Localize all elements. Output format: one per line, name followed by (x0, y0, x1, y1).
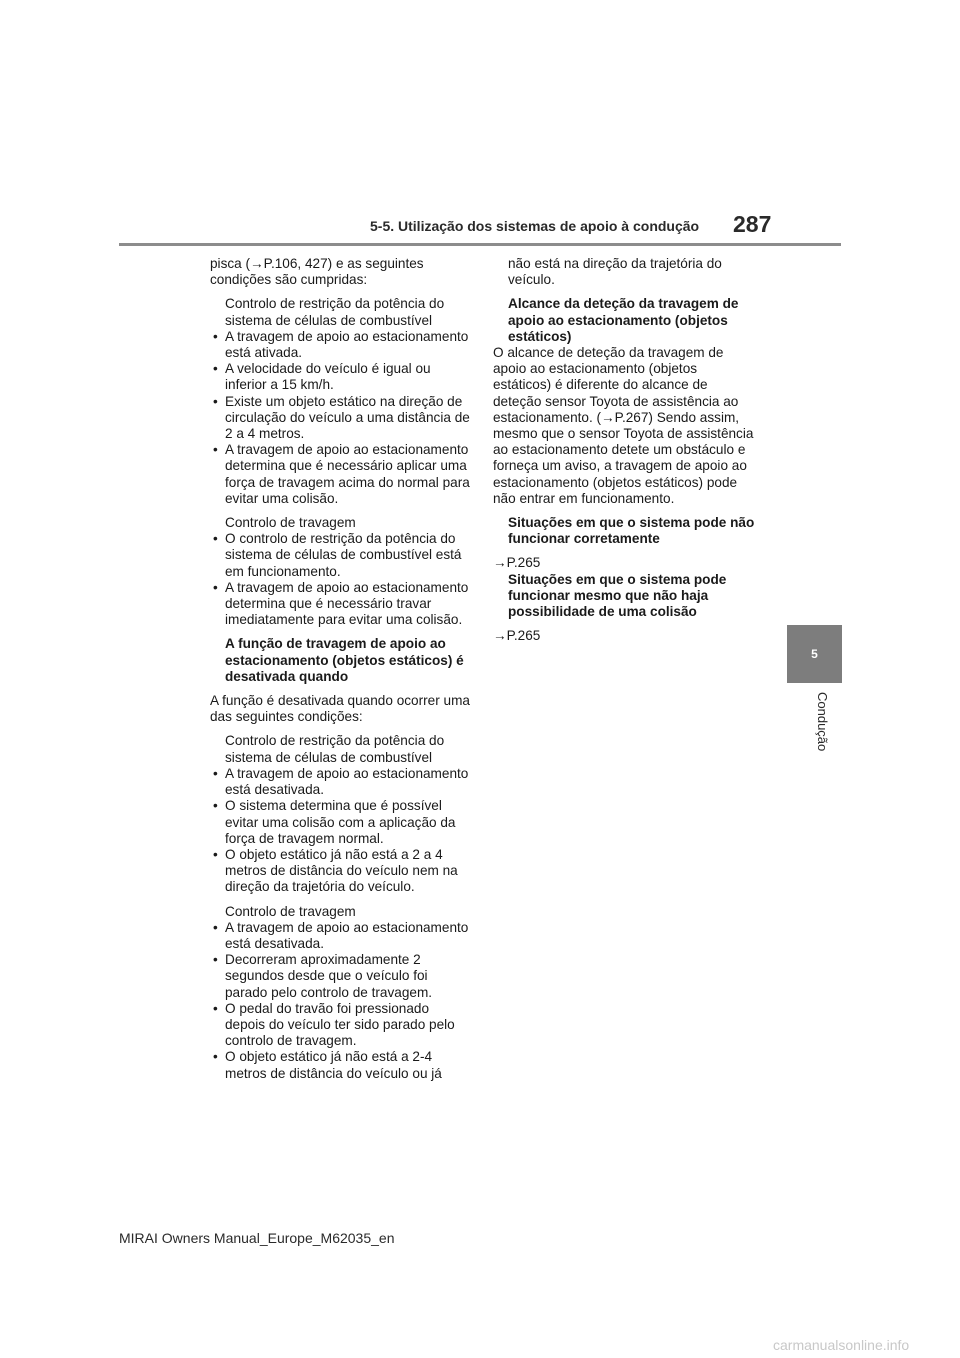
subheading: Controlo de restrição da potência do sistema de células de combustível (225, 733, 445, 765)
page-reference-link[interactable]: →P.265 (493, 555, 541, 571)
list-item: • A travagem de apoio ao estacionamento determina que é necessário aplicar uma força de travagem acima do normal para evitar uma colisão. (210, 442, 472, 507)
subheading: Controlo de restrição da potência do sistema de células de combustível (225, 296, 445, 328)
watermark: carmanualsonline.info (773, 1337, 910, 1353)
range-heading: Alcance da deteção da travagem de apoio ao estacionamento (objetos estáticos) (508, 296, 739, 344)
section-title: 5-5. Utilização dos sistemas de apoio à condução (370, 218, 700, 234)
list-item: • Decorreram aproximadamente 2 segundos desde que o veículo foi parado pelo controlo de travagem. (210, 952, 472, 1001)
activation-brake-group (210, 515, 472, 628)
deactivation-intro: A função é desativada quando ocorrer uma das seguintes condições: (210, 693, 470, 725)
deactivation-fuel-cell-group (210, 733, 472, 895)
situations-heading: Situações em que o sistema pode não funcionar corretamente (508, 515, 755, 547)
list-item: • O controlo de restrição da potência do sistema de células de combustível está em funcionamento. (210, 531, 472, 580)
list-item: • Existe um objeto estático na direção de circulação do veículo a uma distância de 2 a 4 metros. (210, 394, 472, 443)
range-paragraph: O alcance de deteção da travagem de apoio ao estacionamento (objetos estáticos) é diferente do alcance de deteção sensor Toyota de assistência ao estacionamento. (→P.267) Sendo assim, mesmo que o sensor Toyota de assistência ao estacionamento detete um obstáculo e forneça um aviso, a travagem de apoio ao estacionamento (objetos estáticos) pode não entrar em funcionamento. (493, 345, 754, 506)
list-item: • O pedal do travão foi pressionado depois do veículo ter sido parado pelo controlo de travagem. (210, 1001, 472, 1050)
page-reference-link[interactable]: →P.265 (493, 628, 541, 644)
chapter-number: 5 (811, 647, 818, 661)
bullet-list (210, 920, 472, 1082)
subheading: Controlo de travagem (225, 903, 356, 919)
list-item: • O sistema determina que é possível evitar uma colisão com a aplicação da força de travagem normal. (210, 798, 472, 847)
bullet-list (210, 531, 472, 628)
chapter-label: Condução (815, 692, 830, 752)
list-item: • A travagem de apoio ao estacionamento está ativada. (210, 329, 472, 361)
list-item: • O objeto estático já não está a 2-4 metros de distância do veículo ou já (210, 1049, 472, 1081)
list-item: • A travagem de apoio ao estacionamento está desativada. (210, 920, 472, 952)
right-column (493, 256, 755, 644)
chapter-tab[interactable] (787, 625, 842, 683)
bullet-list (210, 329, 472, 507)
subheading: Controlo de travagem (225, 515, 356, 531)
deactivation-brake-group (210, 904, 472, 1082)
activation-fuel-cell-group (210, 296, 472, 507)
list-item: • A velocidade do veículo é igual ou inferior a 15 km/h. (210, 361, 472, 393)
intro-paragraph: pisca (→P.106, 427) e as seguintes condições são cumpridas: (210, 256, 424, 288)
continuation-text: não está na direção da trajetória do veículo. (508, 256, 722, 288)
bullet-list (210, 766, 472, 896)
deactivation-heading: A função de travagem de apoio ao estacionamento (objetos estáticos) é desativada quando (225, 636, 464, 684)
situations-heading: Situações em que o sistema pode funcionar mesmo que não haja possibilidade de uma colisão (508, 571, 727, 620)
list-item: • A travagem de apoio ao estacionamento determina que é necessário travar imediatamente para evitar uma colisão. (210, 580, 472, 629)
header-divider (119, 243, 841, 246)
list-item: • A travagem de apoio ao estacionamento está desativada. (210, 766, 472, 798)
list-item: • O objeto estático já não está a 2 a 4 metros de distância do veículo nem na direção da trajetória do veículo. (210, 847, 472, 896)
manual-footer: MIRAI Owners Manual_Europe_M62035_en (119, 1230, 395, 1246)
left-column (210, 256, 472, 1090)
page-number: 287 (733, 211, 772, 237)
